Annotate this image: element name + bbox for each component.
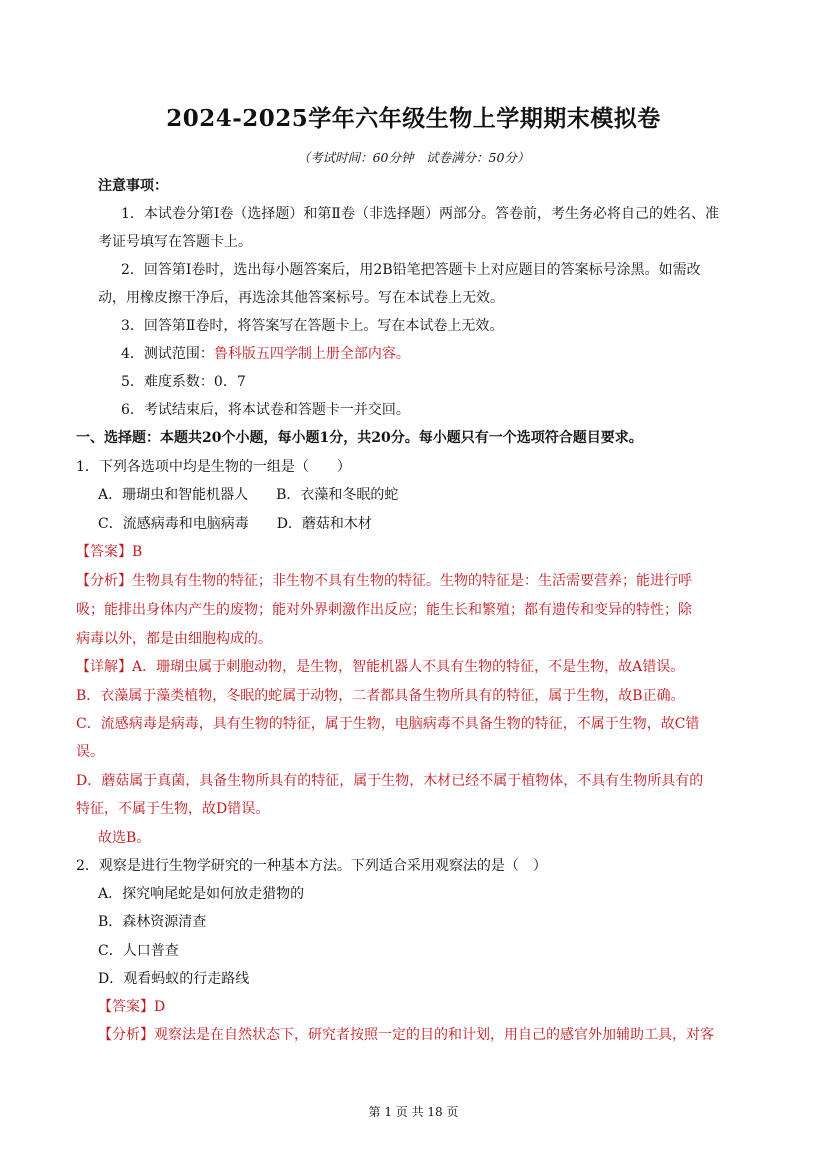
notice-heading: 注意事项： xyxy=(98,178,168,194)
q1-detail-line2: B．衣藻属于藻类植物，冬眠的蛇属于动物，二者都具备生物所具有的特征，属于生物，故B正确。 xyxy=(76,688,685,704)
q1-options-row1: A．珊瑚虫和智能机器人 B．衣藻和冬眠的蛇 xyxy=(98,487,399,503)
q1-detail-line6: 特征，不属于生物，故D错误。 xyxy=(76,801,270,817)
answer-label: 【答案】 xyxy=(76,544,132,560)
q1-detail-line1 xyxy=(76,657,684,677)
notice-3: 3．回答第Ⅱ卷时，将答案写在答题卡上。写在本试卷上无效。 xyxy=(121,318,504,334)
q1-stem: 1．下列各选项中均是生物的一组是（ ） xyxy=(76,459,351,475)
q1-analysis-line2: 吸；能排出身体内产生的废物；能对外界刺激作出反应；能生长和繁殖；都有遗传和变异的特性；除 xyxy=(76,602,692,618)
exam-info: （考试时间：60分钟 试卷满分：50分） xyxy=(297,150,530,165)
q1-detail-line4: 误。 xyxy=(76,744,104,760)
notice-1: 1．本试卷分第Ⅰ卷（选择题）和第Ⅱ卷（非选择题）两部分。答卷前，考生务必将自己的姓名、准 xyxy=(121,206,719,222)
page-title: 2024-2025学年六年级生物上学期期末模拟卷 xyxy=(166,105,661,132)
notice-4 xyxy=(121,344,410,364)
test-range: 鲁科版五四学制上册全部内容。 xyxy=(213,346,410,362)
page-footer: 第 1 页 共 18 页 xyxy=(368,1105,459,1119)
q2-option-c: C．人口普查 xyxy=(98,943,179,959)
answer-value: D xyxy=(154,999,166,1015)
notice-2-cont: 动，用橡皮擦干净后，再选涂其他答案标号。写在本试卷上无效。 xyxy=(98,290,504,306)
notice-2: 2．回答第Ⅰ卷时，选出每小题答案后，用2B铅笔把答题卡上对应题目的答案标号涂黑。如需改 xyxy=(121,262,701,278)
notice-5: 5．难度系数：0．7 xyxy=(121,374,246,390)
answer-label: 【答案】 xyxy=(98,999,154,1015)
notice-6: 6．考试结束后，将本试卷和答题卡一并交回。 xyxy=(121,402,410,418)
q1-options-row2: C．流感病毒和电脑病毒 D．蘑菇和木材 xyxy=(98,516,372,532)
analysis-label: 【分析】 xyxy=(76,573,132,589)
q1-conclusion: 故选B。 xyxy=(98,830,151,846)
q1-detail-line5: D．蘑菇属于真菌，具备生物所具有的特征，属于生物，木材已经不属于植物体，不具有生物所具有的 xyxy=(76,773,704,789)
q2-answer xyxy=(98,997,165,1017)
q1-analysis-line1 xyxy=(76,571,692,591)
analysis-text: 观察法是在自然状态下，研究者按照一定的目的和计划，用自己的感官外加辅助工具，对客 xyxy=(154,1027,714,1043)
detail-label: 【详解】 xyxy=(76,659,132,675)
answer-value: B xyxy=(132,544,143,560)
q2-option-a: A．探究响尾蛇是如何放走猎物的 xyxy=(98,886,305,902)
notice-1-cont: 考证号填写在答题卡上。 xyxy=(98,234,252,250)
notice-4-prefix: 4．测试范围： xyxy=(121,346,214,362)
q1-analysis-line3: 病毒以外，都是由细胞构成的。 xyxy=(76,631,272,647)
analysis-label: 【分析】 xyxy=(98,1027,154,1043)
detail-text: A．珊瑚虫属于刺胞动物，是生物，智能机器人不具有生物的特征，不是生物，故A错误。 xyxy=(132,659,685,675)
q1-detail-line3: C．流感病毒是病毒，具有生物的特征，属于生物，电脑病毒不具备生物的特征，不属于生物，故C错 xyxy=(76,716,700,732)
q2-option-b: B．森林资源清查 xyxy=(98,914,207,930)
q2-option-d: D．观看蚂蚁的行走路线 xyxy=(98,971,250,987)
analysis-text: 生物具有生物的特征；非生物不具有生物的特征。生物的特征是：生活需要营养；能进行呼 xyxy=(132,573,692,589)
section-heading: 一、选择题：本题共20个小题，每小题1分，共20分。每小题只有一个选项符合题目要求。 xyxy=(76,430,643,446)
q2-stem: 2．观察是进行生物学研究的一种基本方法。下列适合采用观察法的是（ ） xyxy=(76,858,547,874)
q2-analysis-line1 xyxy=(98,1025,714,1045)
q1-answer xyxy=(76,542,142,562)
